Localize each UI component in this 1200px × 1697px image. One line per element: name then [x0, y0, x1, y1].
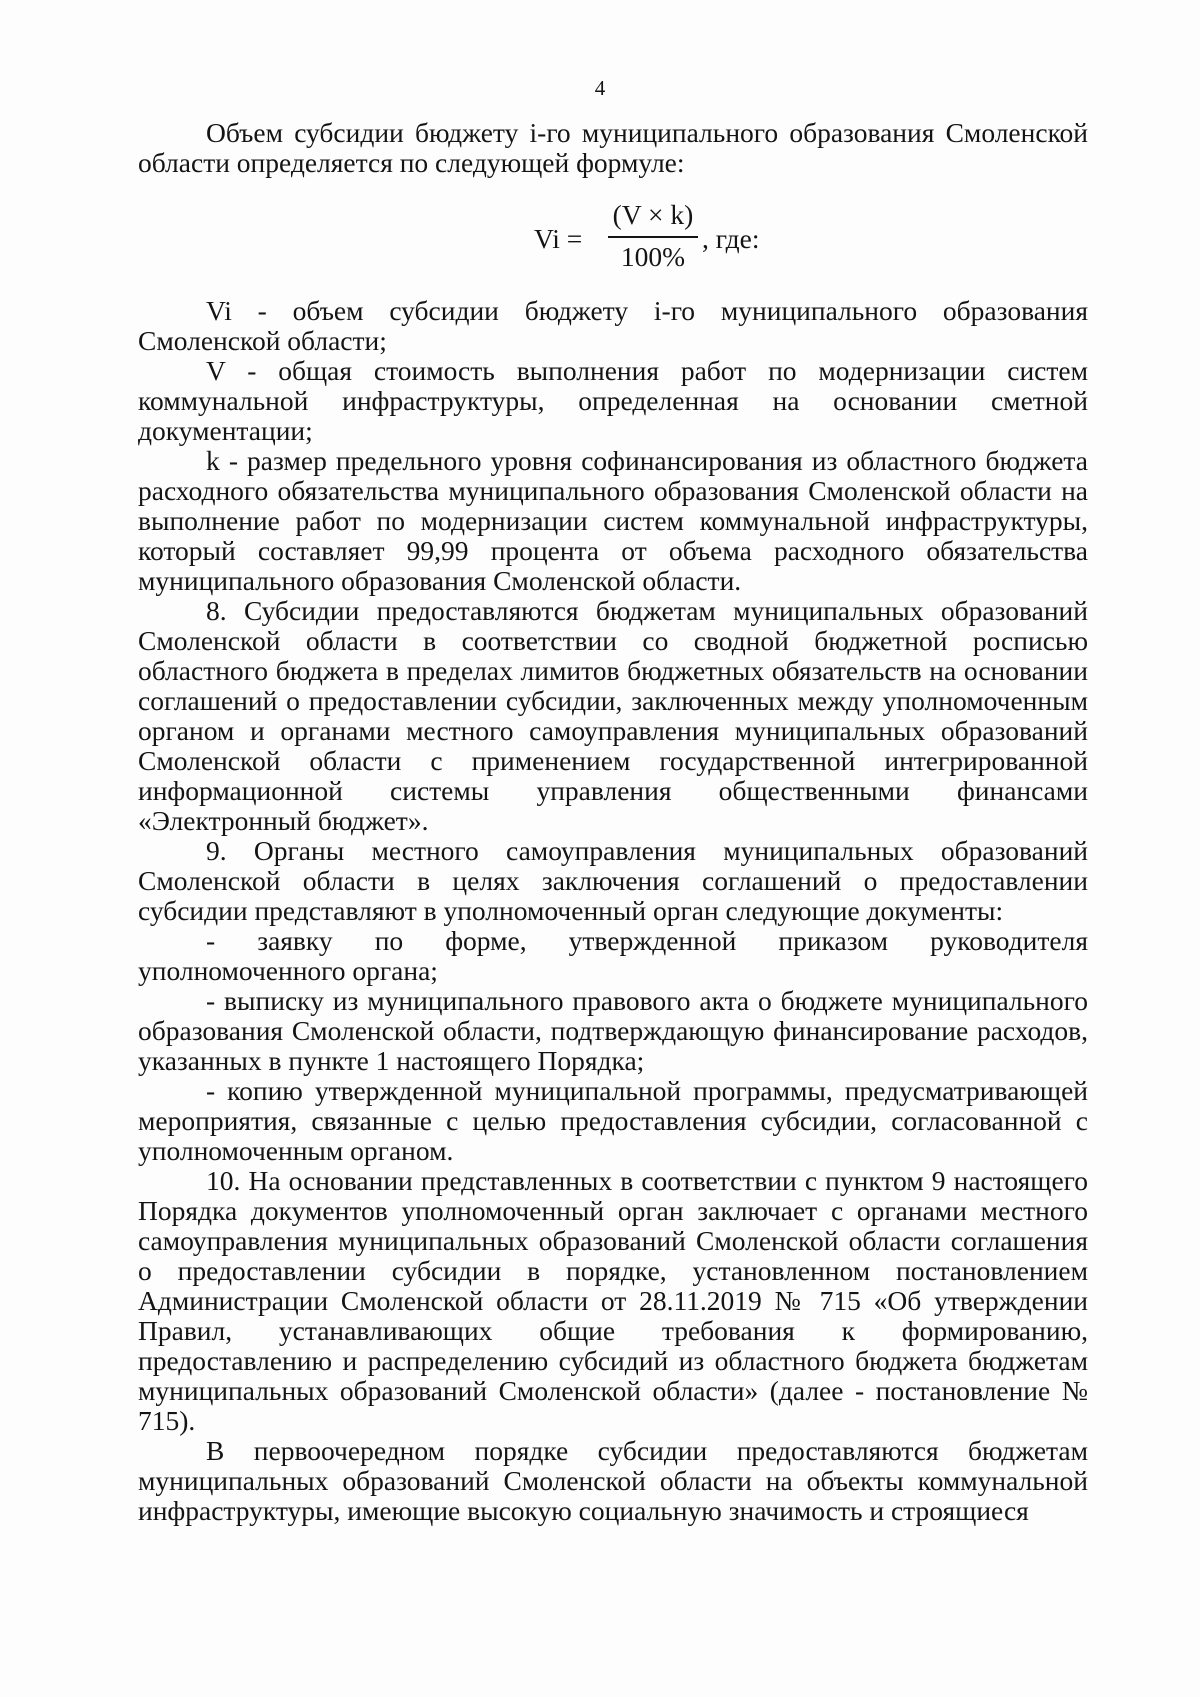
clause-8: 8. Субсидии предоставляются бюджетам муниципальных образований Смоленской области в соответствии со сводной бюджетной росписью областного бюджета в пределах лимитов бюджетных обязательств на основании соглашений о предоставлении субсидии, заключенных между уполномоченным органом и органами местного самоуправления муниципальных образований Смоленской области с применением государственной интегрированной информационной системы управления общественными финансами «Электронный бюджет».	[138, 595, 1088, 836]
definition-v: V - общая стоимость выполнения работ по модернизации систем коммунальной инфраструктуры, определенная на основании сметной документации;	[138, 355, 1088, 446]
page-number: 4	[594, 76, 606, 100]
clause-9-item-application: - заявку по форме, утвержденной приказом руководителя уполномоченного органа;	[138, 925, 1088, 986]
subsidy-formula	[138, 178, 1088, 296]
fraction-bar	[608, 236, 698, 238]
definition-vi: Vi - объем субсидии бюджету i-го муниципального образования Смоленской области;	[138, 295, 1088, 356]
formula-numerator: (V × k)	[612, 199, 694, 230]
clause-9: 9. Органы местного самоуправления муниципальных образований Смоленской области в целях заключения соглашений о предоставлении субсидии представляют в уполномоченный орган следующие документы:	[138, 835, 1088, 926]
document-body	[138, 118, 1088, 1526]
formula-suffix: , где:	[702, 223, 760, 254]
clause-10: 10. На основании представленных в соответствии с пунктом 9 настоящего Порядка документов уполномоченный орган заключает с органами местного самоуправления муниципальных образований Смоленской области соглашения о предоставлении субсидии в порядке, установленном постановлением Администрации Смоленской области от 28.11.2019 № 715 «Об утверждении Правил, устанавливающих общие требования к формированию, предоставлению и распределению субсидий из областного бюджета бюджетам муниципальных образований Смоленской области» (далее - постановление № 715).	[138, 1165, 1088, 1436]
formula-lhs: Vi =	[534, 223, 583, 254]
formula-fraction	[608, 200, 698, 272]
clause-9-item-program: - копию утвержденной муниципальной программы, предусматривающей мероприятия, связанные с целью предоставления субсидии, согласованной с уполномоченным органом.	[138, 1075, 1088, 1166]
priority-paragraph: В первоочередном порядке субсидии предоставляются бюджетам муниципальных образований Смоленской области на объекты коммунальной инфраструктуры, имеющие высокую социальную значимость и строящиеся	[138, 1435, 1088, 1526]
intro-paragraph: Объем субсидии бюджету i-го муниципального образования Смоленской области определяется по следующей формуле:	[138, 117, 1088, 178]
definition-k: k - размер предельного уровня софинансирования из областного бюджета расходного обязательства муниципального образования Смоленской области на выполнение работ по модернизации систем коммунальной инфраструктуры, который составляет 99,99 процента от объема расходного обязательства муниципального образования Смоленской области.	[138, 445, 1088, 596]
clause-9-item-extract: - выписку из муниципального правового акта о бюджете муниципального образования Смоленской области, подтверждающую финансирование расходов, указанных в пункте 1 настоящего Порядка;	[138, 985, 1088, 1076]
formula-denominator: 100%	[620, 240, 686, 272]
